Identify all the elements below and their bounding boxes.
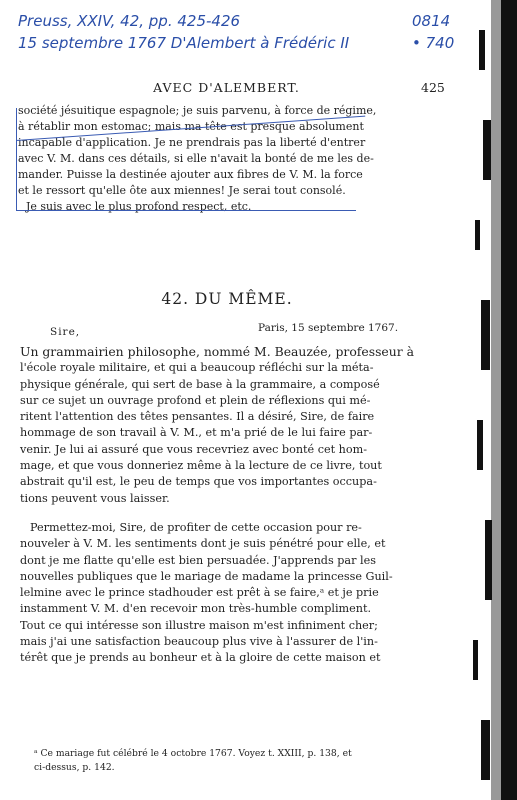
text-line: Je suis avec le plus profond respect, etc.: [26, 200, 252, 213]
text-line: ritent l'attention des têtes pensantes. Il a désiré, Sire, de faire: [20, 410, 375, 424]
pen-bracket-bottom: [16, 210, 356, 211]
handwritten-date-note: 15 septembre 1767 D'Alembert à Frédéric II: [18, 34, 350, 52]
text-line: l'école royale militaire, et qui a beaucoup réfléchi sur la méta-: [20, 361, 374, 375]
text-line: physique générale, qui sert de base à la grammaire, a composé: [20, 377, 380, 391]
paragraph-1: [20, 344, 414, 507]
text-line: mais j'ai une satisfaction beaucoup plus vive à l'assurer de l'in-: [20, 635, 378, 649]
text-line: Permettez-moi, Sire, de profiter de cette occasion pour re-: [30, 521, 362, 534]
scan-edge-noise: [461, 0, 517, 800]
footnote: [34, 747, 354, 775]
text-line: nouveler à V. M. les sentiments dont je suis pénétré pour elle, et: [20, 537, 386, 551]
text-line: térêt que je prends au bonheur et à la gloire de cette maison et: [20, 651, 381, 665]
pen-bracket-left: [16, 108, 17, 210]
handwritten-id-2: • 740: [412, 34, 455, 52]
running-header: AVEC D'ALEMBERT.: [153, 80, 300, 95]
text-line: dont je me flatte qu'elle est bien persuadée. J'apprends par les: [20, 553, 376, 567]
paragraph-2: [20, 520, 393, 667]
text-line: Tout ce qui intéresse son illustre maison m'est infiniment cher;: [20, 618, 378, 632]
text-line: lelmine avec le prince stadhouder est prêt à se faire,ᵃ et je prie: [20, 586, 379, 600]
text-line: à rétablir mon estomac; mais ma tête est presque absolument: [18, 120, 364, 133]
text-line: abstrait qu'il est, le peu de temps que vos importantes occupa-: [20, 475, 377, 489]
text-line: société jésuitique espagnole; je suis parvenu, à force de régime,: [18, 104, 377, 117]
handwritten-id: 0814: [412, 12, 451, 30]
footnote-line: ᵃ Ce mariage fut célébré le 4 octobre 1767. Voyez t. XXIII, p. 138, et: [34, 748, 352, 759]
text-line: avec V. M. dans ces détails, si elle n'avait la bonté de me les de-: [18, 152, 374, 165]
text-line: hommage de son travail à V. M., et m'a prié de le lui faire par-: [20, 426, 373, 440]
text-line: et le ressort qu'elle ôte aux miennes! Je serai tout consolé.: [18, 184, 346, 197]
text-line: mage, et que vous donneriez même à la lecture de ce livre, tout: [20, 459, 382, 473]
place-date: Paris, 15 septembre 1767.: [258, 322, 399, 334]
handwritten-reference: Preuss, XXIV, 42, pp. 425-426: [18, 12, 241, 30]
text-line: incapable d'application. Je ne prendrais pas la liberté d'entrer: [18, 136, 366, 149]
text-line: Un grammairien philosophe, nommé M. Beauzée, professeur à: [20, 344, 414, 359]
text-line: tions peuvent vous laisser.: [20, 491, 170, 505]
letter-title: 42. DU MÊME.: [161, 290, 293, 308]
text-line: sur ce sujet un ouvrage profond et plein de réflexions qui mé-: [20, 393, 371, 407]
salutation: Sire,: [50, 326, 81, 338]
text-line: venir. Je lui ai assuré que vous recevriez avec bonté cet hom-: [20, 442, 367, 456]
page-number: 425: [421, 80, 445, 95]
text-line: instamment V. M. d'en recevoir mon très-humble compliment.: [20, 602, 372, 616]
text-line: mander. Puisse la destinée ajouter aux fibres de V. M. la force: [18, 168, 363, 181]
footnote-line: ci-dessus, p. 142.: [34, 762, 115, 773]
text-line: nouvelles publiques que le mariage de madame la princesse Guil-: [20, 569, 393, 583]
